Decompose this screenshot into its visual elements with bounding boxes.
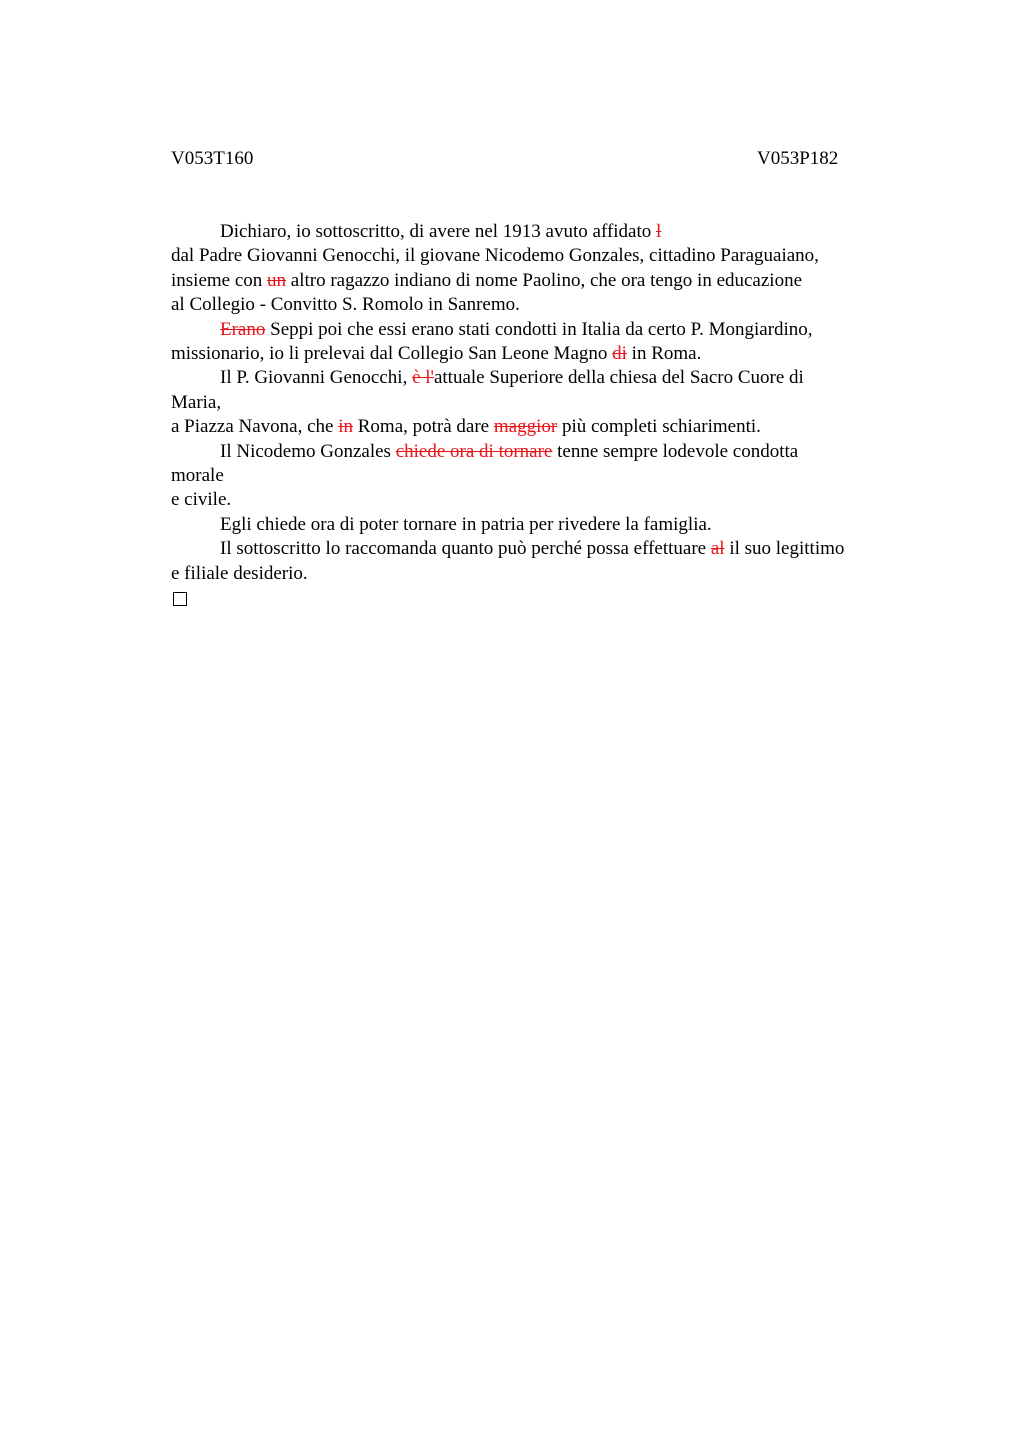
text-line <box>171 464 911 488</box>
line-text: tenne sempre lodevole condotta <box>552 440 799 462</box>
text-line <box>171 562 911 586</box>
line-text: Il P. Giovanni Genocchi, <box>220 367 413 389</box>
text-line <box>171 244 911 268</box>
line-text: a Piazza Navona, che <box>171 416 339 438</box>
deleted-text: Erano <box>220 318 266 340</box>
deleted-text: chiede ora di tornare <box>395 440 553 462</box>
text-line <box>171 488 911 512</box>
line-text: attuale Superiore della chiesa del Sacro Cuore di <box>433 367 804 389</box>
line-text: più completi schiarimenti. <box>557 416 761 438</box>
line-text: Il sottoscritto lo raccomanda quanto può perché possa effettuare <box>220 538 711 560</box>
line-text: e civile. <box>171 489 232 511</box>
text-line <box>171 366 911 390</box>
line-text: Dichiaro, io sottoscritto, di avere nel 1913 avuto affidato <box>220 221 657 242</box>
line-text: e filiale desiderio. <box>171 562 308 584</box>
line-text: Egli chiede ora di poter tornare in patria per rivedere la famiglia. <box>220 513 712 535</box>
line-text: dal Padre Giovanni Genocchi, il giovane Nicodemo Gonzales, cittadino Paraguaiano, <box>171 245 819 267</box>
text-line <box>171 318 911 342</box>
line-text: altro ragazzo indiano di nome Paolino, che ora tengo in educazione <box>286 269 803 291</box>
deleted-text: maggior <box>493 416 558 438</box>
text-line <box>171 342 911 366</box>
page-code-right: V053P182 <box>757 148 839 169</box>
end-of-text-box-icon <box>173 592 187 606</box>
line-text: Roma, potrà dare <box>353 416 494 438</box>
line-text: Seppi poi che essi erano stati condotti in Italia da certo P. Mongiardino, <box>265 318 813 340</box>
text-line <box>171 220 911 244</box>
deleted-text: è l' <box>412 367 434 389</box>
line-text: il suo legittimo <box>724 538 845 560</box>
deleted-text: l <box>656 221 662 242</box>
text-line <box>171 293 911 317</box>
line-text: Il Nicodemo Gonzales <box>220 440 396 462</box>
document-code-left: V053T160 <box>171 148 254 169</box>
text-line <box>171 269 911 293</box>
letter-body <box>171 220 911 606</box>
line-text: insieme con <box>171 269 268 291</box>
deleted-text: un <box>267 269 287 291</box>
text-line <box>171 513 911 537</box>
deleted-text: in <box>338 416 353 438</box>
text-line <box>171 415 911 439</box>
line-text: morale <box>171 465 224 487</box>
line-text: in Roma. <box>626 343 702 365</box>
text-line <box>171 391 911 415</box>
text-line <box>171 440 911 464</box>
deleted-text: di <box>612 343 627 365</box>
line-text: missionario, io li prelevai dal Collegio San Leone Magno <box>171 343 613 365</box>
line-text: Maria, <box>171 391 222 413</box>
line-text: al Collegio - Convitto S. Romolo in Sanremo. <box>171 294 520 316</box>
deleted-text: al <box>710 538 725 560</box>
text-line <box>171 537 911 561</box>
